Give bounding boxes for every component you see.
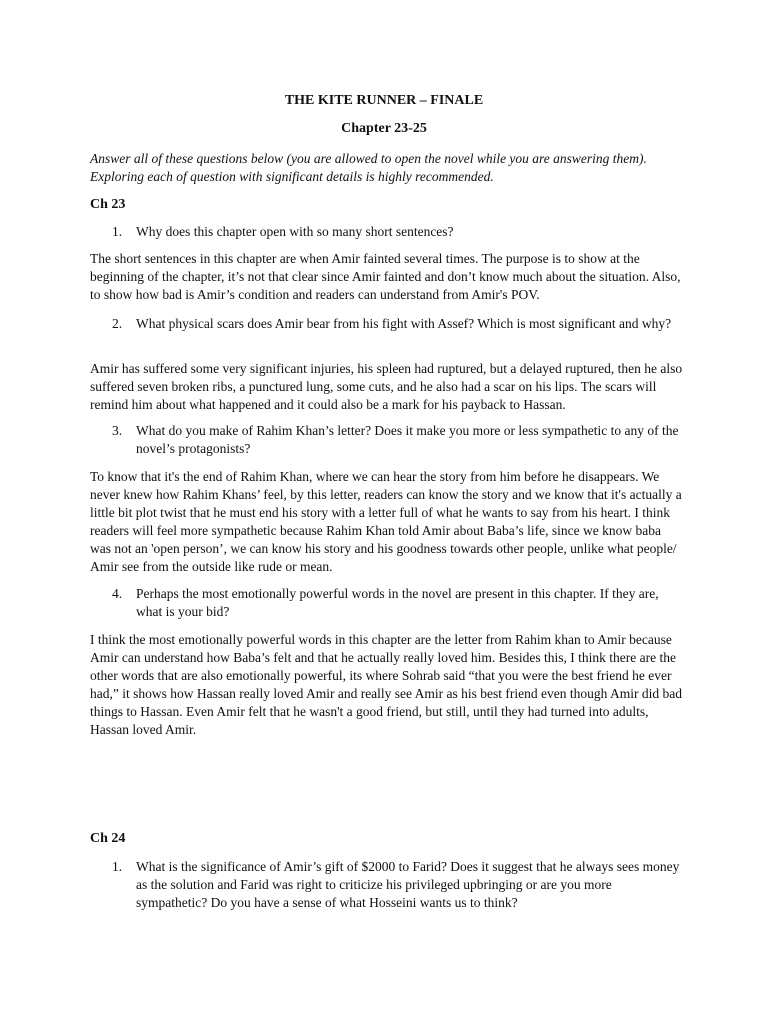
document-subtitle: Chapter 23-25 [341,121,427,136]
question-text: Why does this chapter open with so many short sentences? [136,224,454,239]
section-heading-ch23: Ch 23 [90,197,126,212]
question-number: 3. [112,423,123,438]
question-text: What physical scars does Amir bear from his fight with Assef? Which is most significant and why? [136,316,672,331]
document-title: THE KITE RUNNER – FINALE [284,93,484,108]
answer-paragraph: To know that it's the end of Rahim Khan, where we can hear the story from him before he disappears. We never knew how Rahim Khans’ feel, by this letter, readers can know the story and we know that it's actually a little bit plot twist that he must end his story with a letter full of what he wants to say from his heart. I think readers will feel more sympathetic because Rahim Khan told Amir about Baba’s life, since we know baba was not an 'open person’, we can know his story and his goodness towards other people, unlike what people/ Amir see from the outside like rude or mean. [90,469,682,574]
question-number: 1. [112,224,123,239]
question-text: What is the significance of Amir’s gift of $2000 to Farid? Does it suggest that he always sees money as the solution and Farid was right to criticize his privileged upbringing or are you more sympathetic? Do you have a sense of what Hosseini wants us to think? [136,859,680,910]
answer-paragraph: I think the most emotionally powerful words in this chapter are the letter from Rahim khan to Amir because Amir can understand how Baba’s felt and that he actually really loved him. Besides this, I think there are the other words that are also emotionally powerful, its where Sohrab said “that you were the best friend he ever had,” it shows how Hassan really loved Amir and really see Amir as his best friend even though Amir did bad things to Hassan. Even Amir felt that he wasn't a good friend, but still, until they had turned into adults, Hassan loved Amir. [90,632,683,737]
answer-paragraph: The short sentences in this chapter are when Amir fainted several times. The purpose is to show at the beginning of the chapter, it’s not that clear since Amir fainted and don’t know much about the situation. Also, to show how bad is Amir’s condition and readers can understand from Amir's POV. [90,251,681,302]
question-text: What do you make of Rahim Khan’s letter? Does it make you more or less sympathetic to any of the novel’s protagonists? [136,423,679,456]
question-number: 4. [112,586,123,601]
question-number: 1. [112,859,123,874]
question-text: Perhaps the most emotionally powerful words in the novel are present in this chapter. If they are, what is your bid? [136,586,659,619]
instructions-text: Answer all of these questions below (you are allowed to open the novel while you are answering them). Exploring each of question with significant details is highly recommended. [90,151,647,184]
question-number: 2. [112,316,123,331]
section-heading-ch24: Ch 24 [90,831,126,846]
answer-paragraph: Amir has suffered some very significant injuries, his spleen had ruptured, but a delayed ruptured, then he also suffered seven broken ribs, a punctured lung, some cuts, and he also had a scar on his lips. The scars will remind him about what happened and it could also be a mark for his payback to Hassan. [90,361,683,412]
